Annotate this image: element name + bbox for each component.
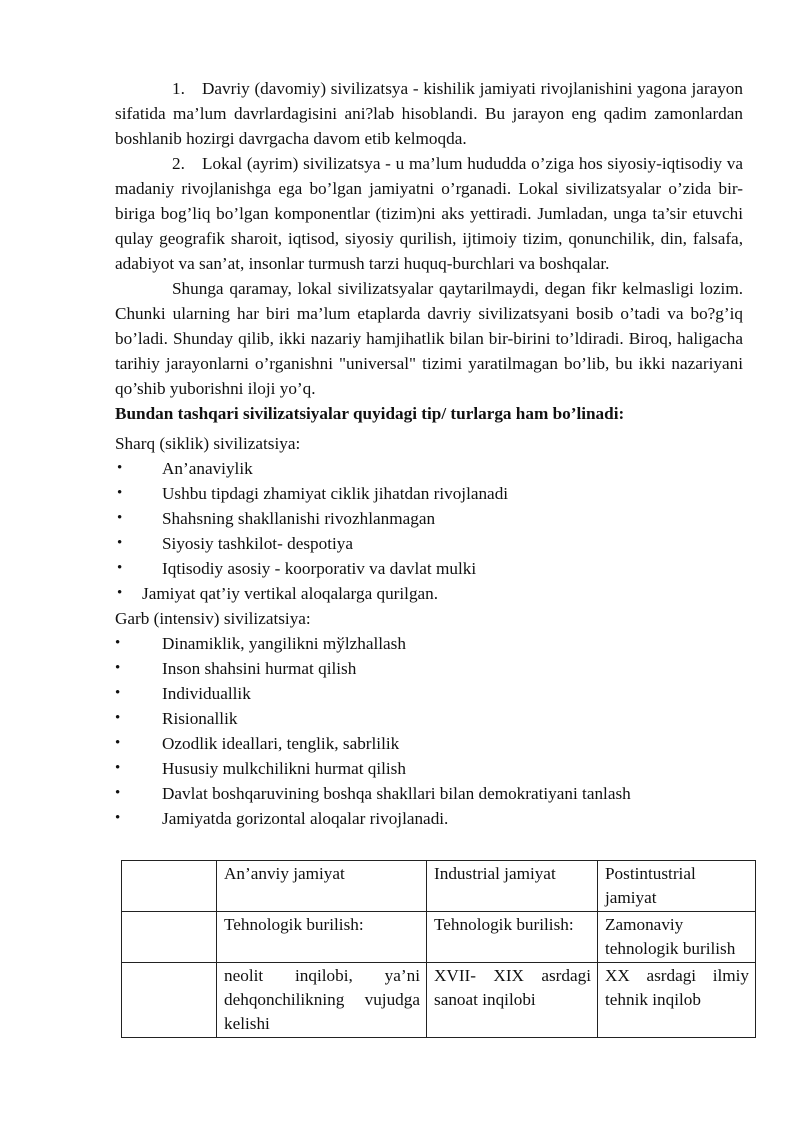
bullet-icon: •: [115, 735, 121, 751]
bullet-icon: •: [117, 485, 123, 501]
list-item: [115, 481, 743, 506]
list-item-text: Ushbu tipdagi zhamiyat ciklik jihatdan rivojlanadi: [162, 484, 509, 503]
table-cell: Industrial jamiyat: [427, 861, 598, 912]
list-item: [115, 506, 743, 531]
list-item: [115, 806, 743, 831]
paragraph-text: Lokal (ayrim) sivilizatsya - u ma’lum hududda o’ziga hos siyosiy-iqtisodiy va madaniy rivojlanishga ega bo’lgan jamiyatni o’rganadi. Lokal sivilizatsyalar o’zida bir-biriga bog’liq bo’lgan komponentlar (tizim)ni aks yettiradi. Jumladan, unga ta’sir etuvchi qulay geografik sharoit, iqtisod, siyosiy qurilish, ijtimoiy tizim, qonunchilik, din, falsafa, adabiyot va san’at, insonlar turmush tarzi huquq-burchlari va boshqalar.: [115, 154, 743, 273]
bullet-icon: •: [117, 460, 123, 476]
garb-list: [115, 631, 743, 831]
list-item-text: Davlat boshqaruvining boshqa shakllari bilan demokratiyani tanlash: [162, 784, 631, 803]
table-cell: [122, 963, 217, 1038]
table-cell: Tehnologik burilish:: [427, 912, 598, 963]
list-item-text: An’anaviylik: [162, 459, 253, 478]
list-item-text: Inson shahsini hurmat qilish: [162, 659, 357, 678]
list-item-text: Iqtisodiy asosiy - koorporativ va davlat mulki: [162, 559, 477, 578]
paragraph-shunga: [115, 276, 743, 401]
bullet-icon: •: [115, 635, 121, 651]
bullet-icon: •: [117, 510, 123, 526]
paragraph-number: 1.: [172, 79, 185, 98]
table-cell: [122, 861, 217, 912]
list-item: [115, 581, 743, 606]
bullet-icon: •: [115, 760, 121, 776]
list-item: [115, 656, 743, 681]
list-item-text: Hususiy mulkchilikni hurmat qilish: [162, 759, 406, 778]
list-item-text: Jamiyat qat’iy vertikal aloqalarga qurilgan.: [142, 584, 439, 603]
civilization-table: [121, 860, 756, 1038]
section-heading: Bundan tashqari sivilizatsiyalar quyidagi tip/ turlarga ham bo’linadi:: [115, 404, 625, 423]
list-item-text: Siyosiy tashkilot- despotiya: [162, 534, 353, 553]
paragraph-text: Davriy (davomiy) sivilizatsya - kishilik jamiyati rivojlanishini yagona jarayon sifatida ma’lum davrlardagisini ani?lab hisoblandi. Bu jarayon eng qadim zamonlardan boshlanib hozirgi davrgacha davom etib kelmoqda.: [115, 79, 743, 148]
list-item-text: Ozodlik ideallari, tenglik, sabrlilik: [162, 734, 400, 753]
bullet-icon: •: [117, 560, 123, 576]
table-cell: Tehnologik burilish:: [217, 912, 427, 963]
table-cell: [122, 912, 217, 963]
list-item: [115, 731, 743, 756]
paragraph-number: 2.: [172, 154, 185, 173]
sharq-list: [115, 456, 743, 581]
paragraph-davriy: [115, 76, 743, 151]
garb-title: Garb (intensiv) sivilizatsiya:: [115, 609, 311, 628]
table-cell: An’anviy jamiyat: [217, 861, 427, 912]
list-item: [115, 556, 743, 581]
bullet-icon: •: [117, 535, 123, 551]
bullet-icon: •: [115, 785, 121, 801]
table-row: [122, 912, 756, 963]
paragraph-lokal: [115, 151, 743, 276]
list-item-text: Individuallik: [162, 684, 251, 703]
table-row: [122, 861, 756, 912]
list-item-text: Shahsning shakllanishi rivozhlanmagan: [162, 509, 436, 528]
table-row: [122, 963, 756, 1038]
list-item: [115, 456, 743, 481]
list-item: [115, 531, 743, 556]
table-cell: XVII- XIX asrdagi sanoat inqilobi: [427, 963, 598, 1038]
table-cell: Zamonaviy tehnologik burilish: [598, 912, 756, 963]
bullet-icon: •: [117, 585, 123, 601]
table-cell: XX asrdagi ilmiy tehnik inqilob: [598, 963, 756, 1038]
sharq-title: Sharq (siklik) sivilizatsiya:: [115, 434, 301, 453]
list-item-text: Risionallik: [162, 709, 238, 728]
document-body: [115, 76, 743, 831]
bullet-icon: •: [115, 810, 121, 826]
list-item: [115, 706, 743, 731]
table-cell: Postintustrial jamiyat: [598, 861, 756, 912]
list-item: [115, 631, 743, 656]
list-item: [115, 781, 743, 806]
bullet-icon: •: [115, 660, 121, 676]
list-item: [115, 681, 743, 706]
bullet-icon: •: [115, 710, 121, 726]
list-item: [115, 756, 743, 781]
list-item-text: Dinamiklik, yangilikni mўlzhallash: [162, 634, 406, 653]
list-item-text: Jamiyatda gorizontal aloqalar rivojlanadi.: [162, 809, 449, 828]
paragraph-text: Shunga qaramay, lokal sivilizatsyalar qaytarilmaydi, degan fikr kelmasligi lozim. Chunki ularning har biri ma’lum etaplarda davriy sivilizatsyani bosib o’tadi va bo?g’iq bo’ladi. Shunday qilib, ikki nazariy hamjihatlik bilan bir-birini to’ldiradi. Biroq, haligacha tarihiy jarayonlarni o’rganishni "universal" tizimi yaratilmagan bo’lib, bu ikki nazariyani qo’shib yuborishni iloji yo’q.: [115, 279, 743, 398]
table-cell: neolit inqilobi, ya’ni dehqonchilikning vujudga kelishi: [217, 963, 427, 1038]
bullet-icon: •: [115, 685, 121, 701]
